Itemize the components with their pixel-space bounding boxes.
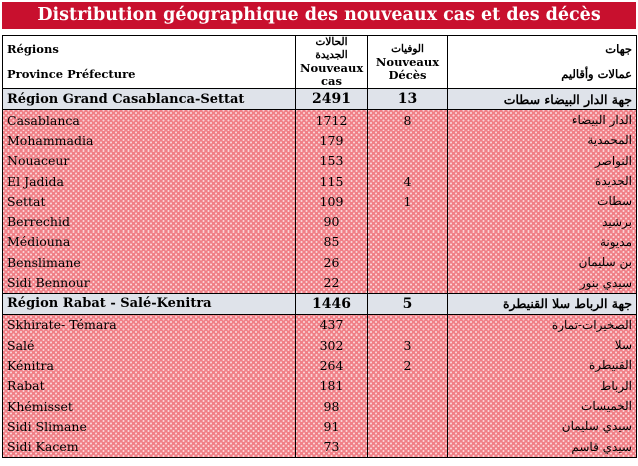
table-row [3,191,637,211]
table-row [3,416,637,436]
region-deaths: 13 [368,89,448,110]
province-deaths [368,396,448,416]
province-name-ar: سيدي بنور [448,272,637,293]
province-cases: 85 [296,232,368,252]
province-deaths: 8 [368,110,448,131]
province-name-ar: سيدي قاسم [448,436,637,457]
header-deaths-ar: الوفيات [391,42,424,55]
header-regions-ar-label: جهات [605,42,632,56]
table-row [3,436,637,457]
province-cases: 90 [296,211,368,231]
region-deaths: 5 [368,293,448,314]
province-name-fr: Sidi Bennour [3,272,296,293]
province-cases: 1712 [296,110,368,131]
province-cases: 98 [296,396,368,416]
province-name-ar: الصخيرات-تمارة [448,314,637,335]
province-cases: 181 [296,376,368,396]
province-name-ar: سلا [448,335,637,355]
province-deaths [368,130,448,150]
region-cases: 1446 [296,293,368,314]
province-name-ar: الرباط [448,376,637,396]
province-cases: 109 [296,191,368,211]
province-deaths [368,232,448,252]
header-regions-label: Régions [7,42,59,56]
province-name-fr: Skhirate- Témara [3,314,296,335]
table-header [3,36,637,89]
province-name-ar: سيدي سليمان [448,416,637,436]
table-row [3,110,637,131]
province-name-ar: مديونة [448,232,637,252]
province-name-fr: Settat [3,191,296,211]
region-name-fr: Région Rabat - Salé-Kenitra [3,293,296,314]
header-cases-ar: الحالات الجديدة [315,36,348,61]
province-deaths [368,314,448,335]
province-deaths: 4 [368,171,448,191]
province-name-ar: النواصر [448,151,637,171]
region-name-fr: Région Grand Casablanca-Settat [3,89,296,110]
province-cases: 302 [296,335,368,355]
table-row [3,272,637,293]
table-row [3,171,637,191]
table-row [3,252,637,272]
province-cases: 22 [296,272,368,293]
province-cases: 91 [296,416,368,436]
province-name-fr: Benslimane [3,252,296,272]
province-name-ar: برشيد [448,211,637,231]
region-name-ar: جهة الرباط سلا القنيطرة [448,293,637,314]
province-cases: 179 [296,130,368,150]
province-deaths [368,436,448,457]
table-row [3,396,637,416]
province-deaths [368,416,448,436]
region-row [3,293,637,314]
header-province-ar-label: عمالات وأقاليم [561,67,632,81]
province-name-ar: القنيطرة [448,355,637,375]
province-cases: 264 [296,355,368,375]
province-deaths: 1 [368,191,448,211]
province-deaths [368,151,448,171]
province-name-fr: Berrechid [3,211,296,231]
page-title: Distribution géographique des nouveaux cas et des décès [2,2,636,29]
table-row [3,335,637,355]
region-name-ar: جهة الدار البيضاء سطات [448,89,637,110]
province-name-ar: الجديدة [448,171,637,191]
province-deaths [368,272,448,293]
table-row [3,314,637,335]
header-deaths-fr-1: Nouveaux [375,54,440,69]
province-name-fr: Salé [3,335,296,355]
header-cases [296,36,368,89]
province-name-fr: Rabat [3,376,296,396]
province-name-fr: Sidi Kacem [3,436,296,457]
province-cases: 73 [296,436,368,457]
region-row [3,89,637,110]
province-deaths [368,376,448,396]
province-cases: 153 [296,151,368,171]
province-deaths: 3 [368,335,448,355]
header-regions-fr [3,36,296,89]
region-cases: 2491 [296,89,368,110]
table-row [3,130,637,150]
header-regions-ar [448,36,637,89]
province-name-fr: Mohammadia [3,130,296,150]
province-name-fr: Kénitra [3,355,296,375]
header-province-label: Province Préfecture [7,67,136,81]
province-name-fr: Médiouna [3,232,296,252]
table-row [3,355,637,375]
header-cases-fr-2: cas [321,74,342,88]
province-name-ar: الدار البيضاء [448,110,637,131]
province-name-fr: Khémisset [3,396,296,416]
province-name-fr: Casablanca [3,110,296,131]
province-name-fr: El Jadida [3,171,296,191]
header-cases-fr-1: Nouveaux [300,61,364,75]
province-deaths: 2 [368,355,448,375]
table-row [3,376,637,396]
province-name-ar: بن سليمان [448,252,637,272]
table-row [3,232,637,252]
province-name-ar: سطات [448,191,637,211]
header-deaths [368,36,448,89]
province-name-fr: Nouaceur [3,151,296,171]
province-deaths [368,252,448,272]
province-cases: 437 [296,314,368,335]
province-name-fr: Sidi Slimane [3,416,296,436]
province-cases: 115 [296,171,368,191]
table-row [3,211,637,231]
distribution-table [2,35,637,458]
province-deaths [368,211,448,231]
province-cases: 26 [296,252,368,272]
province-name-ar: الخميسات [448,396,637,416]
table-row [3,151,637,171]
province-name-ar: المحمدية [448,130,637,150]
header-deaths-fr-2: Décès [388,67,427,82]
